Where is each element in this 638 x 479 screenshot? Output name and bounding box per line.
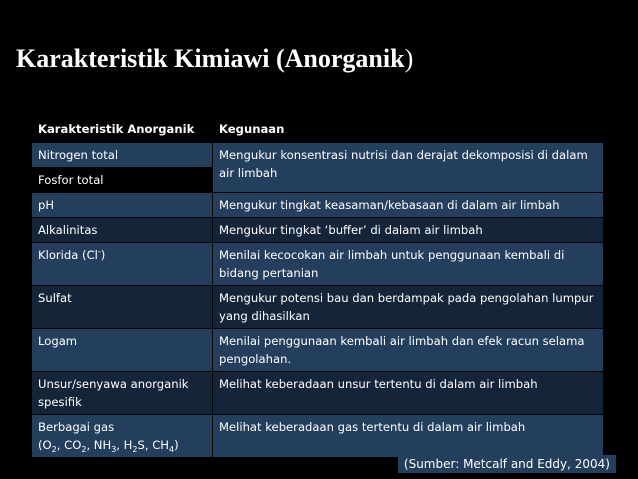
table-row (32, 143, 604, 168)
gas-formula: ($O_2$, $CO_2$, $NH_3$, $H_2S$, $CH_4$) (38, 438, 179, 454)
cell-param: Alkalinitas (32, 218, 213, 243)
klorida-suffix: ) (100, 248, 106, 262)
cell-use: Melihat keberadaan gas tertentu di dalam air limbah (213, 415, 604, 458)
cell-param: pH (32, 193, 213, 218)
source-citation: (Sumber: Metcalf and Eddy, 2004) (398, 455, 616, 473)
table-header-row (32, 116, 604, 143)
klorida-charge: - (97, 247, 101, 256)
table-row (32, 286, 604, 329)
table-row (32, 415, 604, 458)
title-text: Karakteristik Kimiawi (16, 44, 276, 73)
title-paren-close: ) (404, 44, 414, 73)
cell-param: Unsur/senyawa anorganik spesifik (32, 372, 213, 415)
cell-param (32, 415, 213, 458)
cell-param: Sulfat (32, 286, 213, 329)
cell-param: Fosfor total (32, 168, 213, 193)
klorida-prefix: Klorida (Cl (38, 248, 98, 262)
header-use: Kegunaan (213, 116, 604, 143)
cell-param (32, 243, 213, 286)
cell-use: Mengukur potensi bau dan berdampak pada pengolahan lumpur yang dihasilkan (213, 286, 604, 329)
table-row (32, 372, 604, 415)
table-row (32, 329, 604, 372)
title-paren-text: (Anorganik (275, 44, 405, 73)
header-characteristic: Karakteristik Anorganik (32, 116, 213, 143)
cell-param: Logam (32, 329, 213, 372)
gas-line1: Berbagai gas (38, 420, 115, 434)
cell-use: Mengukur tingkat keasaman/kebasaan di dalam air limbah (213, 193, 604, 218)
table-row (32, 193, 604, 218)
characteristics-table (31, 115, 604, 458)
cell-param: Nitrogen total (32, 143, 213, 168)
table-row (32, 243, 604, 286)
cell-use: Mengukur tingkat ‘buffer’ di dalam air limbah (213, 218, 604, 243)
cell-use: Melihat keberadaan unsur tertentu di dalam air limbah (213, 372, 604, 415)
table-row (32, 218, 604, 243)
cell-use: Menilai kecocokan air limbah untuk penggunaan kembali di bidang pertanian (213, 243, 604, 286)
cell-use: Mengukur konsentrasi nutrisi dan derajat dekomposisi di dalam air limbah (213, 143, 604, 193)
cell-use: Menilai penggunaan kembali air limbah dan efek racun selama pengolahan. (213, 329, 604, 372)
slide-title (16, 44, 413, 74)
